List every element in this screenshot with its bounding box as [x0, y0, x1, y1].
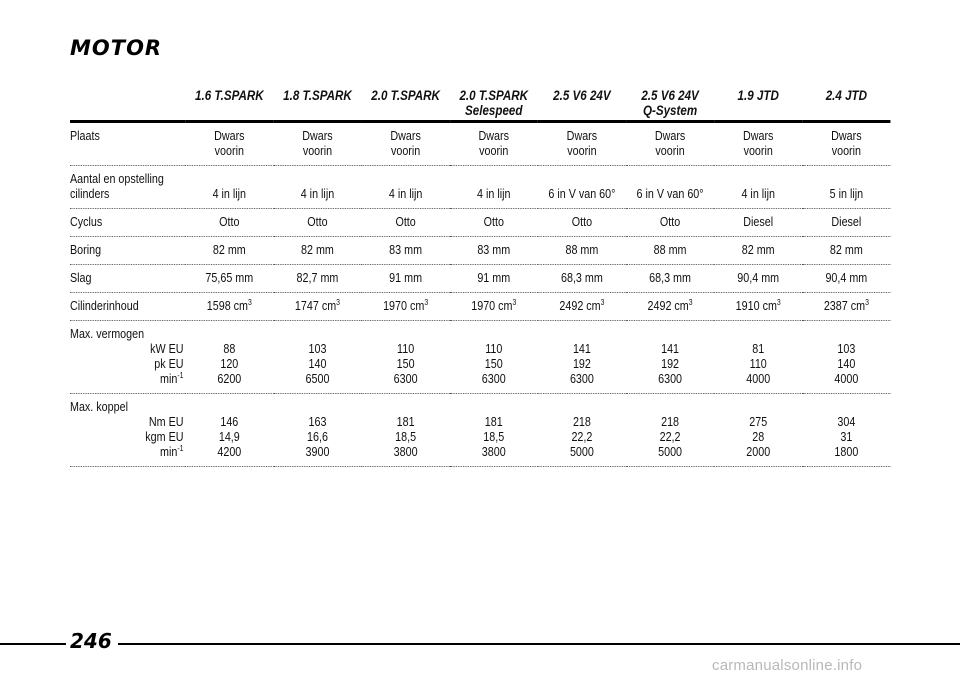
table-cell: 90,4 mm	[737, 271, 780, 285]
table-cell: 90,4 mm	[825, 271, 868, 285]
table-cell: Otto	[659, 215, 681, 229]
table-cell: 82,7 mm	[296, 271, 339, 285]
table-cell: 4 in lijn	[388, 187, 423, 201]
column-header: 1.8 T.SPARK	[283, 88, 352, 103]
column-header: 1.9 JTD	[737, 88, 779, 103]
column-header: 2.0 T.SPARK Selespeed	[459, 88, 529, 118]
table-cell: 6 in V van 60°	[548, 187, 616, 201]
table-row-plaats	[70, 122, 890, 166]
table-cell: 91 mm	[477, 271, 511, 285]
table-cell: Otto	[307, 215, 328, 229]
table-cell: 5 in lijn	[829, 187, 864, 201]
table-cell: Otto	[395, 215, 416, 229]
table-cell: 81 110 4000	[746, 342, 771, 386]
table-cell: 88 120 6200	[217, 342, 242, 386]
table-cell: Diesel	[743, 215, 774, 229]
row-label: Aantal en opstelling cilinders	[70, 172, 164, 201]
table-cell: 82 mm	[212, 243, 246, 257]
table-cell: 82 mm	[301, 243, 334, 257]
table-cell: Dwars voorin	[478, 129, 509, 158]
row-label: Cilinderinhoud	[70, 299, 139, 313]
watermark: carmanualsonline.info	[712, 657, 863, 674]
table-cell: Dwars voorin	[390, 129, 421, 158]
table-row-cilinders	[70, 166, 890, 209]
table-cell: 1747 $cm^3$	[294, 297, 340, 313]
table-cell: Otto	[571, 215, 593, 229]
table-cell: 1598 $cm^3$	[206, 297, 252, 313]
table-cell: 82 mm	[741, 243, 775, 257]
table-cell: 4 in lijn	[300, 187, 335, 201]
table-cell: 1910 $cm^3$	[735, 297, 781, 313]
column-header: 2.4 JTD	[825, 88, 868, 103]
table-cell: Dwars voorin	[302, 129, 333, 158]
table-cell: 6 in V van 60°	[636, 187, 704, 201]
table-cell: 304 31 1800	[834, 415, 859, 459]
table-cell: 68,3 mm	[560, 271, 603, 285]
table-row-slag	[70, 265, 890, 293]
table-cell: Dwars voorin	[742, 129, 774, 158]
table-cell: 2387 $cm^3$	[823, 297, 869, 313]
header-corner	[70, 86, 185, 122]
table-header-row	[70, 86, 890, 122]
table-cell: 218 22,2 5000	[658, 415, 683, 459]
table-cell: 75,65 mm	[205, 271, 254, 285]
table-cell: 83 mm	[477, 243, 511, 257]
table-row-cilinderinhoud	[70, 293, 890, 321]
table-cell: 1970 $cm^3$	[471, 297, 517, 313]
table-cell: Dwars voorin	[654, 129, 686, 158]
table-cell: 82 mm	[829, 243, 863, 257]
table-cell: Dwars voorin	[214, 129, 245, 158]
column-header: 2.5 V6 24V Q-System	[641, 88, 699, 118]
table-cell: 103 140 6500	[305, 342, 330, 386]
table-cell: 141 192 6300	[569, 342, 594, 386]
row-label: Slag	[70, 271, 92, 285]
table-cell: 2492 $cm^3$	[559, 297, 605, 313]
table-cell: 110 150 6300	[393, 342, 418, 386]
footer-rule-right	[118, 643, 960, 645]
table-cell: 163 16,6 3900	[305, 415, 330, 459]
table-cell: 83 mm	[389, 243, 423, 257]
table-cell: 68,3 mm	[649, 271, 691, 285]
engine-spec-table	[70, 86, 890, 467]
table-cell: 141 192 6300	[658, 342, 683, 386]
table-cell: Dwars voorin	[831, 129, 862, 158]
table-cell: 88 mm	[565, 243, 599, 257]
row-label: Plaats	[70, 129, 100, 143]
table-cell: Diesel	[831, 215, 862, 229]
column-header: 2.5 V6 24V	[553, 88, 611, 103]
table-cell: 1970 $cm^3$	[383, 297, 429, 313]
table-cell: Otto	[219, 215, 240, 229]
page-title: MOTOR	[70, 36, 163, 60]
row-label: Max. koppel Nm EU kgm EU $\min^{-1}$	[70, 400, 184, 459]
row-label: Boring	[70, 243, 102, 257]
table-cell: 4 in lijn	[741, 187, 775, 201]
column-header: 1.6 T.SPARK	[195, 88, 264, 103]
table-cell: Dwars voorin	[566, 129, 598, 158]
table-row-max-koppel	[70, 394, 890, 467]
table-cell: 103 140 4000	[834, 342, 859, 386]
table-row-max-vermogen	[70, 321, 890, 394]
table-cell: 110 150 6300	[481, 342, 506, 386]
row-label: Max. vermogen kW EU pk EU $\min^{-1}$	[70, 327, 184, 386]
table-cell: 218 22,2 5000	[569, 415, 594, 459]
table-cell: 2492 $cm^3$	[647, 297, 693, 313]
table-cell: 275 28 2000	[746, 415, 771, 459]
table-cell: 181 18,5 3800	[393, 415, 418, 459]
table-cell: 88 mm	[653, 243, 687, 257]
footer-rule-left	[0, 643, 66, 645]
table-cell: 181 18,5 3800	[481, 415, 506, 459]
page-number: 246	[70, 629, 112, 653]
column-header: 2.0 T.SPARK	[371, 88, 440, 103]
table-cell: 4 in lijn	[212, 187, 247, 201]
table-cell: 4 in lijn	[477, 187, 511, 201]
table-cell: Otto	[483, 215, 504, 229]
table-row-boring	[70, 237, 890, 265]
table-cell: 91 mm	[389, 271, 423, 285]
table-cell: 146 14,9 4200	[217, 415, 242, 459]
row-label: Cyclus	[70, 215, 103, 229]
table-row-cyclus	[70, 209, 890, 237]
